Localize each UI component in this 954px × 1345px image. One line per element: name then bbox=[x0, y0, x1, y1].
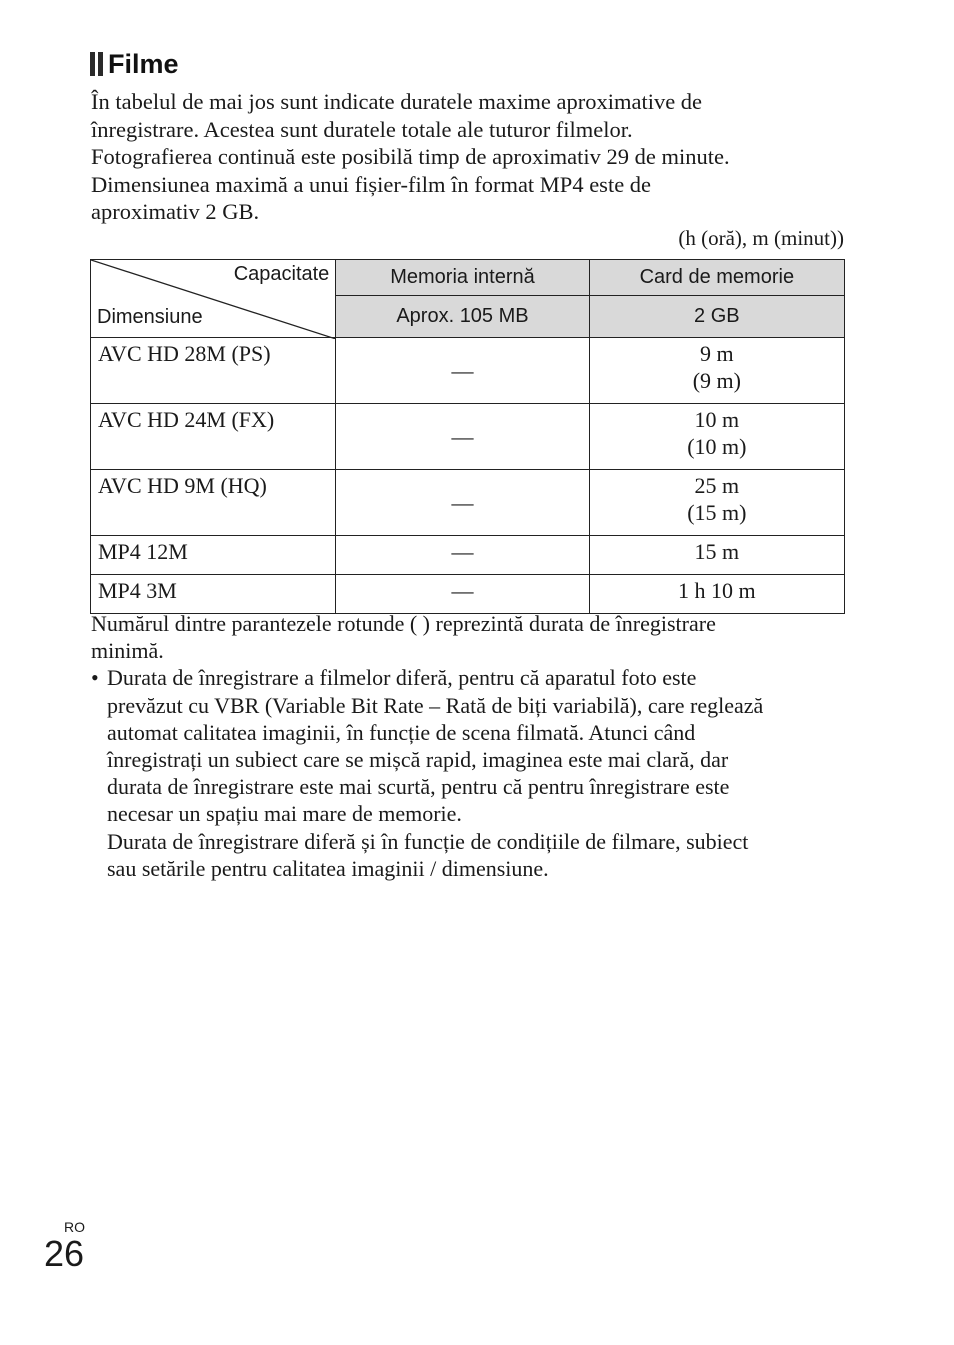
page-number: 26 bbox=[44, 1233, 85, 1274]
header-internal-memory: Memoria internă bbox=[336, 260, 589, 296]
row-size-label: AVC HD 24M (FX) bbox=[91, 404, 336, 470]
row-size-label: MP4 12M bbox=[91, 536, 336, 575]
intro-line: aproximativ 2 GB. bbox=[91, 199, 260, 224]
row-internal-value: — bbox=[336, 338, 589, 404]
table-row bbox=[91, 575, 845, 614]
bullet-text-line: înregistrați un subiect care se mișcă rapid, imaginea este mai clară, dar bbox=[107, 747, 729, 773]
intro-paragraph bbox=[91, 88, 861, 226]
section-heading bbox=[90, 47, 179, 81]
subheader-internal-capacity: Aprox. 105 MB bbox=[336, 296, 589, 338]
corner-label-size: Dimensiune bbox=[97, 306, 203, 328]
bullet-item bbox=[91, 664, 851, 691]
row-size-label: MP4 3M bbox=[91, 575, 336, 614]
row-internal-value: — bbox=[336, 404, 589, 470]
intro-line: Dimensiunea maximă a unui fișier-film în format MP4 este de bbox=[91, 171, 652, 197]
bullet-icon: • bbox=[91, 665, 99, 691]
card-min-time: (10 m) bbox=[687, 434, 747, 459]
units-note: (h (oră), m (minut)) bbox=[678, 226, 844, 250]
bullet-text-line: sau setările pentru calitatea imaginii / dimensiune. bbox=[107, 855, 549, 881]
paren-note-line: minimă. bbox=[91, 638, 164, 664]
row-internal-value: — bbox=[336, 575, 589, 614]
table-row bbox=[91, 536, 845, 575]
table-row bbox=[91, 470, 845, 536]
row-card-value bbox=[589, 470, 844, 536]
bullet-text-line: Durata de înregistrare diferă și în funcție de condițiile de filmare, subiect bbox=[107, 828, 749, 854]
intro-line: În tabelul de mai jos sunt indicate duratele maxime aproximative de bbox=[91, 89, 703, 114]
intro-line: înregistrare. Acestea sunt duratele totale ale tuturor filmelor. bbox=[91, 116, 633, 142]
row-card-value bbox=[589, 338, 844, 404]
table-header-row bbox=[91, 260, 845, 296]
section-title: Filme bbox=[108, 48, 179, 79]
row-internal-value: — bbox=[336, 536, 589, 575]
table-row bbox=[91, 404, 845, 470]
table-corner-cell bbox=[91, 260, 336, 338]
bullet-text-line: necesar un spațiu mai mare de memorie. bbox=[107, 801, 462, 827]
subheader-card-capacity: 2 GB bbox=[589, 296, 844, 338]
card-min-time: (9 m) bbox=[692, 368, 741, 393]
row-internal-value: — bbox=[336, 470, 589, 536]
section-marker-icon bbox=[90, 52, 103, 76]
card-time: 25 m bbox=[694, 473, 740, 498]
bullet-text-line: automat calitatea imaginii, în funcție de scena filmată. Atunci când bbox=[107, 719, 696, 745]
bullet-text-line: durata de înregistrare este mai scurtă, pentru că pentru înregistrare este bbox=[107, 774, 730, 800]
language-code: RO bbox=[64, 1219, 85, 1235]
table-row bbox=[91, 338, 845, 404]
row-card-value: 1 h 10 m bbox=[589, 575, 844, 614]
header-memory-card: Card de memorie bbox=[589, 260, 844, 296]
recording-time-table bbox=[90, 259, 845, 614]
notes-block bbox=[91, 610, 851, 882]
row-card-value: 15 m bbox=[589, 536, 844, 575]
corner-label-capacity: Capacitate bbox=[233, 263, 330, 285]
row-card-value bbox=[589, 404, 844, 470]
row-size-label: AVC HD 28M (PS) bbox=[91, 338, 336, 404]
bullet-text-line: prevăzut cu VBR (Variable Bit Rate – Rată de biți variabilă), care reglează bbox=[107, 692, 764, 718]
intro-line: Fotografierea continuă este posibilă timp de aproximativ 29 de minute. bbox=[91, 144, 730, 169]
card-time: 9 m bbox=[700, 341, 734, 366]
bullet-text-line: Durata de înregistrare a filmelor diferă, pentru că aparatul foto este bbox=[107, 665, 697, 691]
row-size-label: AVC HD 9M (HQ) bbox=[91, 470, 336, 536]
card-min-time: (15 m) bbox=[687, 500, 747, 525]
card-time: 10 m bbox=[694, 407, 740, 432]
paren-note-line: Numărul dintre parantezele rotunde ( ) reprezintă durata de înregistrare bbox=[91, 611, 716, 636]
